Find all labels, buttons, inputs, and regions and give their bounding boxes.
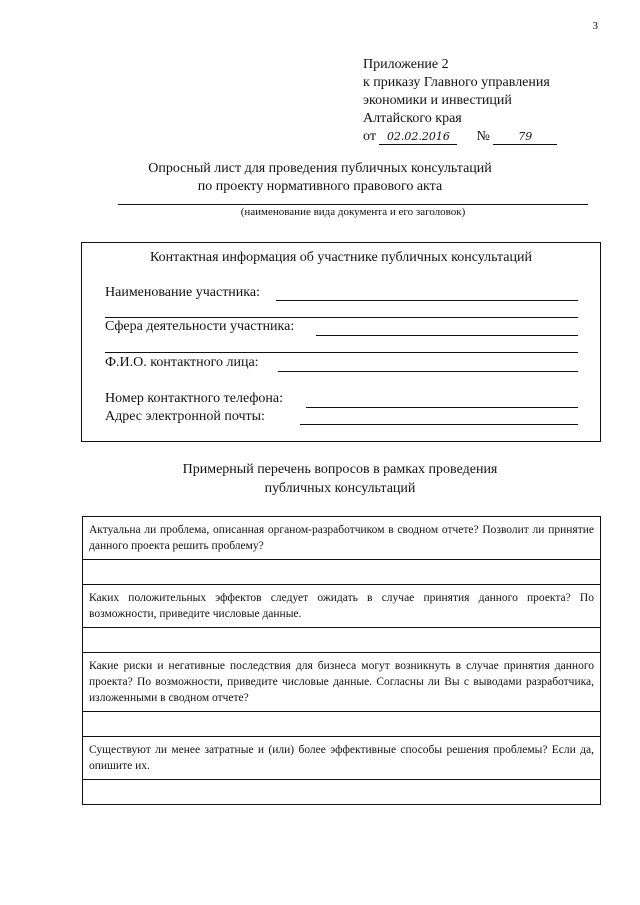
form-title — [60, 160, 580, 196]
answer-cell[interactable] — [83, 712, 601, 737]
page-number: 3 — [592, 20, 598, 32]
appendix-header — [363, 56, 557, 146]
date-value: 02.02.2016 — [379, 130, 457, 145]
questions-title-line2: публичных консультаций — [264, 481, 416, 496]
questions-table — [82, 516, 601, 805]
answer-row[interactable] — [83, 560, 601, 585]
activity-sphere-field-extra[interactable] — [105, 352, 578, 353]
email-label: Адрес электронной почты: — [105, 409, 265, 424]
number-value: 79 — [493, 130, 557, 145]
document-name-hint: (наименование вида документа и его заголовок) — [240, 206, 466, 218]
answer-row[interactable] — [83, 780, 601, 805]
question-row — [83, 737, 601, 780]
question-row — [83, 517, 601, 560]
answer-row[interactable] — [83, 628, 601, 653]
answer-cell[interactable] — [83, 780, 601, 805]
form-title-line2: по проекту нормативного правового акта — [197, 179, 443, 194]
activity-sphere-field[interactable] — [316, 335, 578, 336]
appendix-department-line: экономики и инвестиций — [363, 93, 512, 108]
answer-cell[interactable] — [83, 560, 601, 585]
number-prefix: № — [476, 129, 490, 144]
appendix-title: Приложение 2 — [363, 57, 449, 72]
form-title-line1: Опросный лист для проведения публичных консультаций — [148, 161, 492, 176]
question-text: Существуют ли менее затратные и (или) более эффективные способы решения проблемы? Если да, опишите их. — [83, 737, 601, 780]
document-name-line[interactable] — [118, 204, 588, 205]
contact-person-label: Ф.И.О. контактного лица: — [105, 355, 259, 370]
email-field[interactable] — [300, 424, 578, 425]
questions-title — [80, 460, 600, 498]
contact-info-title: Контактная информация об участнике публичных консультаций — [150, 250, 532, 265]
contact-person-field[interactable] — [278, 371, 578, 372]
question-row — [83, 585, 601, 628]
appendix-date-number-line — [363, 128, 557, 146]
question-text: Актуальна ли проблема, описанная органом-разработчиком в сводном отчете? Позволит ли принятие данного проекта решить проблему? — [83, 517, 601, 560]
answer-cell[interactable] — [83, 628, 601, 653]
question-text: Каких положительных эффектов следует ожидать в случае принятия данного проекта? По возможности, приведите числовые данные. — [83, 585, 601, 628]
participant-name-field[interactable] — [276, 300, 578, 301]
answer-row[interactable] — [83, 712, 601, 737]
date-prefix: от — [363, 129, 376, 144]
questions-title-line1: Примерный перечень вопросов в рамках проведения — [182, 462, 498, 477]
question-text: Какие риски и негативные последствия для бизнеса могут возникнуть в случае принятия данного проекта? По возможности, приведите числовые данные. Согласны ли Вы с выводами разработчика, изложенными в сводном отчете? — [83, 653, 601, 712]
activity-sphere-label: Сфера деятельности участника: — [105, 319, 295, 334]
appendix-region-line: Алтайского края — [363, 111, 462, 126]
phone-field[interactable] — [306, 407, 578, 408]
participant-name-label: Наименование участника: — [105, 285, 260, 300]
question-row — [83, 653, 601, 712]
contact-info-box — [81, 242, 601, 442]
appendix-order-line: к приказу Главного управления — [363, 75, 550, 90]
phone-label: Номер контактного телефона: — [105, 391, 283, 406]
participant-name-field-extra[interactable] — [105, 317, 578, 318]
